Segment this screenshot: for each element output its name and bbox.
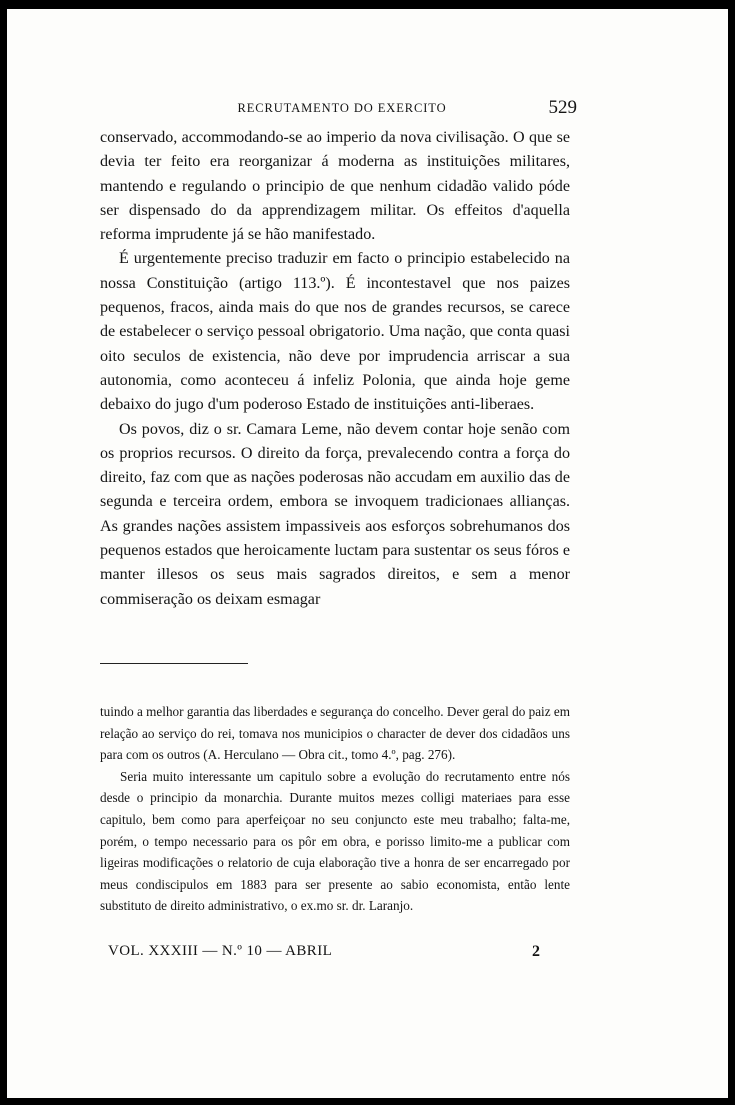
footnotes (100, 701, 570, 917)
page-number: 529 (548, 97, 577, 118)
volume-info: VOL. XXXIII — N.º 10 — ABRIL (108, 943, 333, 959)
signature-line (100, 943, 570, 967)
sheet-number: 2 (532, 943, 540, 960)
body-text (100, 126, 570, 612)
footnote-separator (100, 663, 248, 664)
paragraph: Os povos, diz o sr. Camara Leme, não devem contar hoje senão com os proprios recursos. O direito da força, prevalecendo contra a força do direito, faz com que as nações poderosas não accudam em auxilio das de segunda e terceira ordem, embora se invoquem tradicionaes allianças. As grandes nações assistem impassiveis aos esforços sobrehumanos dos pequenos estados que heroicamente luctam para sustentar os seus fóros e manter illesos os seus mais sagrados direitos, e sem a menor commiseração os deixam esmagar (100, 420, 570, 608)
page-header (107, 97, 577, 119)
footnote-continuation: tuindo a melhor garantia das liberdades e segurança do concelho. Dever geral do paiz em relação ao serviço do rei, tomava nos municipios o character de dever dos cidadãos uns para com os outros (A. Herculano — Obra cit., tomo 4.º, pag. 276). (100, 704, 570, 763)
paragraph: conservado, accommodando-se ao imperio da nova civilisação. O que se devia ter feito era reorganizar á moderna as instituições militares, mantendo e regulando o principio de que nenhum cidadão valido póde ser dispensado do da apprendizagem militar. Os effeitos d'aquella reforma imprudente já se hão manifestado. (100, 129, 570, 244)
running-title: RECRUTAMENTO DO EXERCITO (237, 101, 447, 115)
paragraph: É urgentemente preciso traduzir em facto o principio estabelecido na nossa Constituição (artigo 113.º). É incontestavel que nos paizes pequenos, fracos, ainda mais do que nos de grandes recursos, se carece de estabelecer o serviço pessoal obrigatorio. Uma nação, que conta quasi oito seculos de existencia, não deve por imprudencia arriscar a sua autonomia, como aconteceu á infeliz Polonia, que ainda hoje geme debaixo do jugo d'um poderoso Estado de instituições anti-liberaes. (100, 250, 570, 414)
footnote: Seria muito interessante um capitulo sobre a evolução do recrutamento entre nós desde o principio da monarchia. Durante muitos mezes colligi materiaes para esse capitulo, bem como para aperfeiçoar no seu conjuncto este meu trabalho; falta-me, porém, o tempo necessario para os pôr em obra, e porisso limito-me a publicar com ligeiras modificações o relatorio de cuja elaboração tive a honra de ser encarregado por meus condiscipulos em 1883 para ser presente ao sabio economista, então lente substituto de direito administrativo, o ex.mo sr. dr. Laranjo. (100, 768, 570, 914)
